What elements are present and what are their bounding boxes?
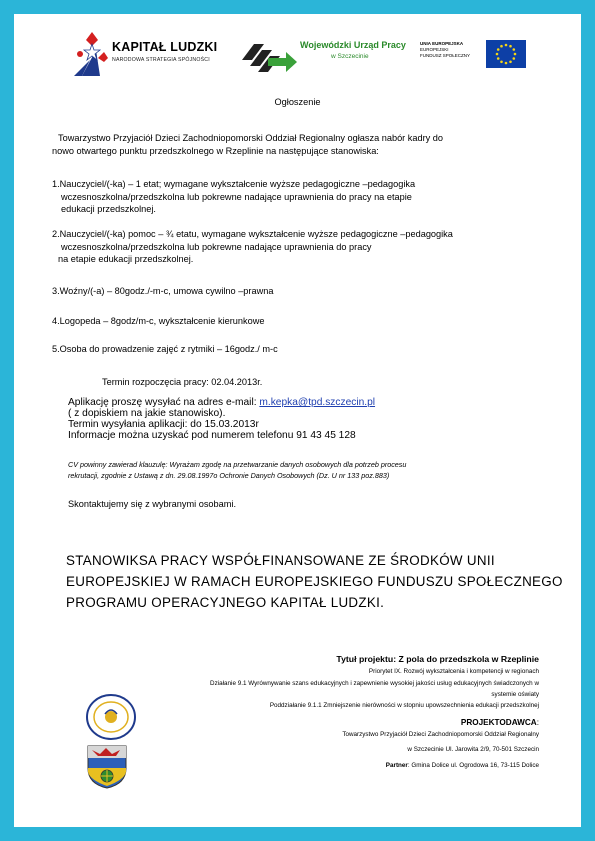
start-date: Termin rozpoczęcia pracy: 02.04.2013r. <box>102 377 263 387</box>
position-1-line-2: wczesnoszkolna/przedszkolna lub pokrewne nadające uprawnienia do pracy na etapie <box>61 191 412 202</box>
eu-logo <box>420 38 528 74</box>
application-line-1 <box>68 397 375 408</box>
application-line-4: Informacje można uzyskać pod numerem telefonu 91 43 45 128 <box>68 430 356 441</box>
priority-line: Priorytet IX. Rozwój wykształcenia i kompetencji w regionach <box>368 668 539 675</box>
wup-logo <box>242 40 417 80</box>
application-line-1-prefix: Aplikację proszę wysyłać na adres e-mail: <box>68 397 260 408</box>
contact-note: Skontaktujemy się z wybranymi osobami. <box>68 499 236 509</box>
project-title: Tytuł projektu: Z pola do przedszkola w Rzeplinie <box>336 654 539 664</box>
cv-clause-line-1: CV powinny zawierad klauzulę: Wyrażam zgodę na przetwarzanie danych osobowych dla potrzeb procesu <box>68 460 407 469</box>
eu-line1: UNIA EUROPEJSKA <box>420 41 464 46</box>
kapital-ludzki-logo <box>72 28 232 80</box>
position-2 <box>52 228 453 266</box>
application-line-3: Termin wysyłania aplikacji: do 15.03.2013r <box>68 419 259 430</box>
position-1-line-3: edukacji przedszkolnej. <box>61 204 156 214</box>
position-2-line-3: na etapie edukacji przedszkolnej. <box>58 254 194 264</box>
eu-line3: FUNDUSZ SPOŁECZNY <box>420 53 471 58</box>
cofinancing-statement <box>66 550 563 613</box>
kapital-ludzki-subtitle: NARODOWA STRATEGIA SPÓJNOŚCI <box>112 57 210 63</box>
wup-emblem-icon <box>242 40 298 76</box>
application-line-2: ( z dopiskiem na jakie stanowisko). <box>68 408 226 419</box>
cofinancing-line-1: STANOWIKSA PRACY WSPÓŁFINANSOWANE ZE ŚRODKÓW UNII <box>66 553 495 568</box>
intro-line-1: Towarzystwo Przyjaciół Dzieci Zachodniopomorski Oddział Regionalny ogłasza nabór kadry do <box>58 133 444 143</box>
cv-clause-line-2: rekrutacji, zgodnie z Ustawą z dn. 29.08.1997o Ochronie Danych Osobowych (Dz. U nr 133 poz.883) <box>68 470 390 480</box>
position-1 <box>52 178 415 216</box>
org-line-2: w Szczecinie Ul. Jarowita 2/9, 70-501 Szczecin <box>407 746 539 753</box>
kapital-ludzki-emblem-icon <box>72 30 110 78</box>
position-2-line-1: 2.Nauczyciel/(-ka) pomoc – ¾ etatu, wymagane wykształcenie wyższe pedagogiczne –pedagogika <box>52 229 453 239</box>
partner-text: : Gmina Dolice ul. Ogrodowa 16, 73-115 Dolice <box>407 762 539 769</box>
kapital-ludzki-title: KAPITAŁ LUDZKI <box>112 40 218 54</box>
tpd-logo <box>84 692 138 742</box>
position-3: 3.Woźny/(-a) – 80godz./-m-c, umowa cywilno –prawna <box>52 286 274 296</box>
projektodawca-colon: : <box>536 718 539 727</box>
cv-clause <box>68 460 406 481</box>
eu-line2: EUROPEJSKI <box>420 47 449 52</box>
wup-title: Wojewódzki Urząd Pracy <box>300 40 406 50</box>
action-line-2: systemie oświaty <box>491 691 539 698</box>
application-block <box>68 397 375 441</box>
projektodawca-heading <box>461 718 539 727</box>
intro-line-2: nowo otwartego punktu przedszkolnego w Rzeplinie na następujące stanowiska: <box>52 146 379 156</box>
partner-label: Partner <box>385 762 408 769</box>
wup-subtitle: w Szczecinie <box>331 53 369 60</box>
position-1-line-1: 1.Nauczyciel/(-ka) – 1 etat; wymagane wykształcenie wyższe pedagogiczne –pedagogika <box>52 179 416 189</box>
projektodawca-label: PROJEKTODAWCA <box>460 718 537 727</box>
position-2-line-2: wczesnoszkolna/przedszkolna lub pokrewne nadające uprawnienia do pracy <box>61 241 372 252</box>
position-4: 4.Logopeda – 8godz/m-c, wykształcenie kierunkowe <box>52 316 265 326</box>
action-line-1: Działanie 9.1 Wyrównywanie szans edukacyjnych i zapewnienie wysokiej jakości usług edukacyjnych świadczonych w <box>210 680 539 687</box>
gmina-dolice-coat-of-arms <box>86 742 128 790</box>
eu-flag-icon <box>486 40 526 68</box>
position-5: 5.Osoba do prowadzenie zajęć z rytmiki – 16godz./ m-c <box>52 344 278 354</box>
document-page <box>14 14 581 827</box>
document-title: Ogłoszenie <box>274 97 321 107</box>
cofinancing-line-2: EUROPEJSKIEJ W RAMACH EUROPEJSKIEGO FUNDUSZU SPOŁECZNEGO <box>66 574 563 589</box>
partner-line <box>386 762 539 771</box>
cofinancing-line-3: PROGRAMU OPERACYJNEGO KAPITAŁ LUDZKI. <box>66 595 385 610</box>
application-email-link[interactable]: m.kepka@tpd.szczecin.pl <box>259 397 376 408</box>
org-line-1: Towarzystwo Przyjaciół Dzieci Zachodniopomorski Oddział Regionalny <box>342 731 539 738</box>
sub-action-line: Poddziałanie 9.1.1 Zmniejszenie nierówności w stopniu upowszechnienia edukacji przedszkolnej <box>269 702 539 709</box>
